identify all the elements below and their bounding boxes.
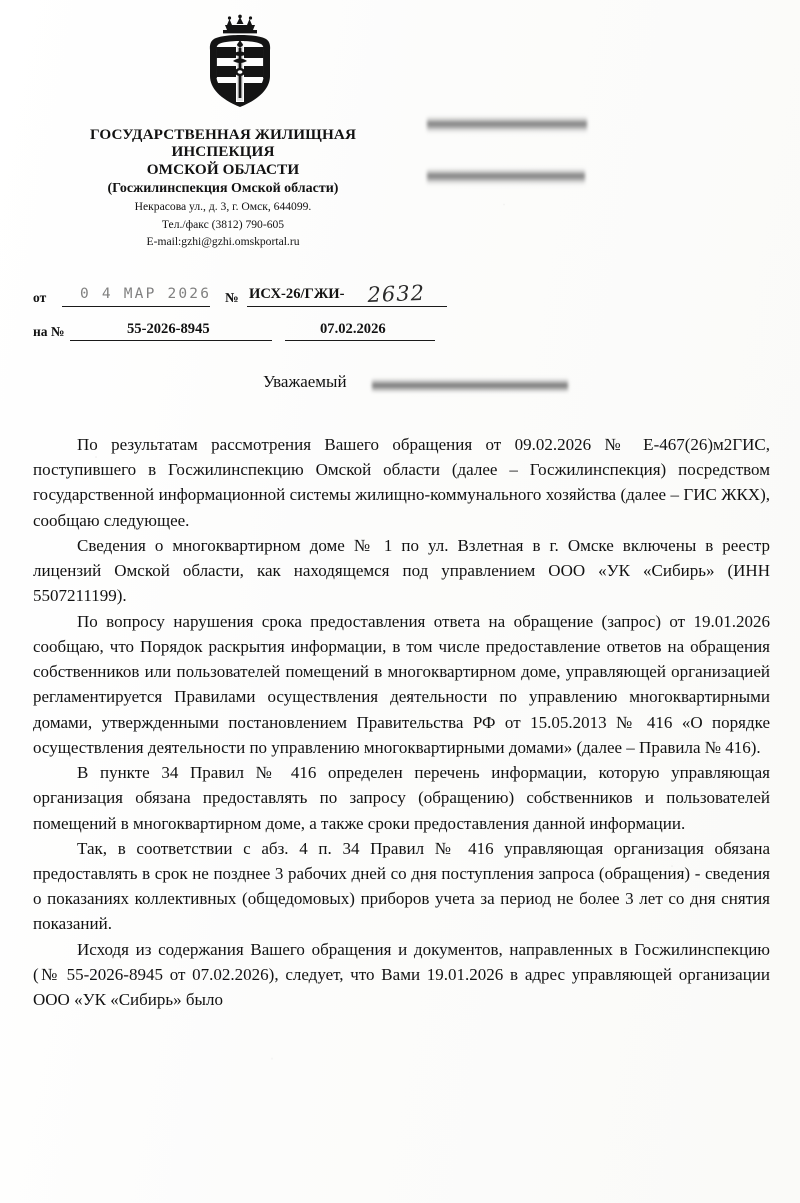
salutation-name-redaction (372, 378, 568, 394)
from-label: от (33, 290, 47, 305)
recipient-line-2-redaction (427, 168, 585, 186)
org-name-line-1: ГОСУДАРСТВЕННАЯ ЖИЛИЩНАЯ (89, 126, 357, 143)
org-short-name: (Госжилинспекция Омской области) (107, 180, 339, 196)
reference-block (0, 282, 800, 350)
org-name-line-2: ИНСПЕКЦИЯ (171, 143, 275, 161)
reply-to-number-rule (70, 340, 272, 341)
body-paragraph: По вопросу нарушения срока предоставления ответа на обращение (запрос) от 19.01.2026 сообщаю, что Порядок раскрытия информации, в том числе предоставление ответов на обращения собственников или пользователей помещений в многоквартирном доме, управляющей организацией регламентируется Правилами осуществления деятельности по управлению многоквартирными домами, утвержденными постановлением Правительства РФ от 15.05.2013 № 416 «О порядке осуществления деятельности по управлению многоквартирными домами» (далее – Правила № 416). (33, 611, 770, 757)
letterhead-organisation-block (28, 126, 418, 250)
org-email: E-mail:gzhi@gzhi.omskportal.ru (146, 235, 300, 249)
org-address: Некрасова ул., д. 3, г. Омск, 644099. (134, 199, 312, 213)
from-date-stamp: 0 4 МАР 2026 (80, 286, 212, 302)
outgoing-reference-row (0, 282, 800, 316)
body-paragraph: В пункте 34 Правил № 416 определен перечень информации, которую управляющая организация обязана предоставлять по запросу (обращению) собственников и пользователей помещений в многоквартирном доме, а также сроки предоставления данной информации. (33, 763, 770, 833)
omsk-oblast-coat-of-arms-icon (190, 14, 290, 112)
reply-to-date-rule (285, 340, 435, 341)
outgoing-number-handwritten: 2632 (367, 280, 426, 307)
salutation-greeting: Уважаемый (263, 372, 347, 391)
number-rule (247, 306, 447, 307)
recipient-line-1-redaction (427, 116, 587, 134)
incoming-reference-row (0, 316, 800, 350)
body-paragraph: Так, в соответствии с абз. 4 п. 34 Правил № 416 управляющая организация обязана предоставлять в срок не позднее 3 рабочих дней со дня поступления запроса (обращения) - сведения о показаниях коллективных (общедомовых) приборов учета за период не более 3 лет со дня снятия показаний. (33, 838, 770, 934)
body-paragraph: По результатам рассмотрения Вашего обращения от 09.02.2026 № Е-467(26)м2ГИС, поступившего в Госжилинспекцию Омской области (далее – Госжилинспекция) посредством государственной информационной системы жилищно-коммунального хозяйства (далее – ГИС ЖКХ), сообщаю следующее. (33, 435, 770, 530)
letter-body (33, 432, 770, 1012)
reply-to-number: 55-2026-8945 (127, 321, 210, 337)
from-date-rule (62, 306, 210, 307)
body-paragraph: Исходя из содержания Вашего обращения и документов, направленных в Госжилинспекцию (№ 55-2026-8945 от 07.02.2026), следует, что Вами 19.01.2026 в адрес управляющей организации ООО «УК «Сибирь» было (33, 939, 770, 1010)
body-paragraph: Сведения о многоквартирном доме № 1 по ул. Взлетная в г. Омске включены в реестр лицензий Омской области, как находящемся под управлением ООО «УК «Сибирь» (ИНН 5507211199). (33, 535, 770, 606)
org-name-line-3: ОМСКОЙ ОБЛАСТИ (146, 160, 300, 178)
number-label: № (225, 290, 239, 305)
outgoing-number-prefix: ИСХ-26/ГЖИ- (249, 286, 345, 302)
org-phone: Тел./факс (3812) 790-605 (161, 217, 285, 231)
reply-to-date: 07.02.2026 (320, 321, 386, 337)
reply-to-label: на № (33, 324, 65, 339)
